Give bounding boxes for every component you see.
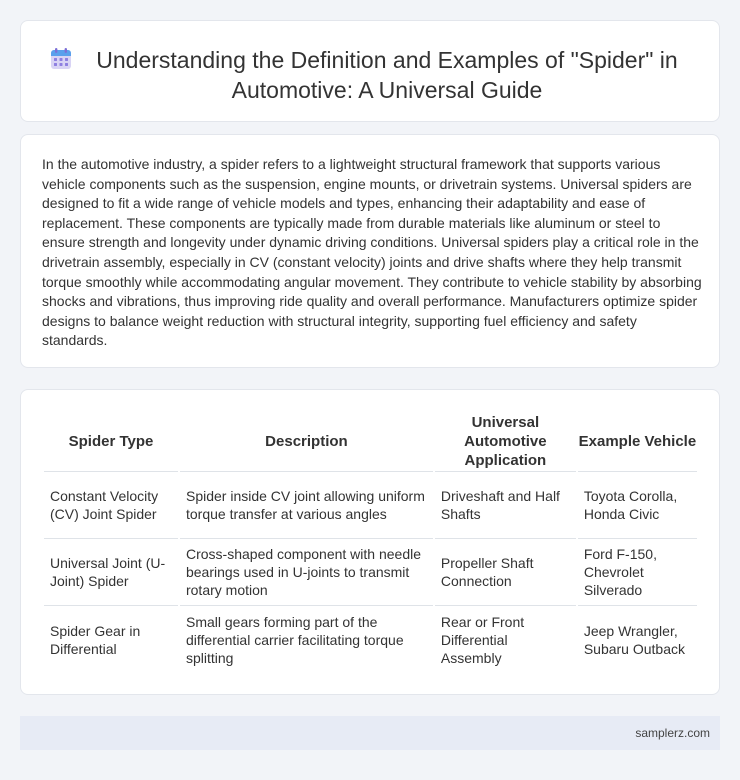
cell-example-vehicle: Jeep Wrangler, Subaru Outback (583, 622, 685, 657)
header-example-vehicle: Example Vehicle (578, 412, 697, 472)
table-card (20, 389, 720, 695)
footer-site-link[interactable]: samplerz.com (635, 726, 710, 740)
intro-card (20, 134, 720, 368)
table-row (44, 606, 697, 673)
table-header-row (44, 412, 697, 472)
spider-table (42, 412, 699, 673)
cell-application: Propeller Shaft Connection (435, 539, 576, 606)
header-spider-type: Spider Type (44, 412, 178, 472)
cell-description: Spider inside CV joint allowing uniform torque transfer at various angles (180, 472, 433, 539)
table-row (44, 472, 697, 539)
header-description: Description (180, 412, 433, 472)
cell-application: Rear or Front Differential Assembly (440, 613, 525, 666)
page-title: Understanding the Definition and Examples of "Spider" in Automotive: A Universal Guide (96, 47, 678, 103)
intro-paragraph: In the automotive industry, a spider refers to a lightweight structural framework that supports various vehicle components such as the suspension, engine mounts, or drivetrain systems. Universal spiders are designed to fit a wide range of vehicle models and types, enhancing their adaptability and ease of replacement. These components are typically made from durable materials like aluminum or steel to ensure strength and longevity under dynamic driving conditions. Universal spiders play a critical role in the drivetrain assembly, especially in CV (constant velocity) joints and drive shafts where they help transmit torque smoothly while accommodating angular movement. They contribute to vehicle stability by absorbing shocks and vibrations, thus improving ride quality and overall performance. Manufacturers optimize spider designs to balance weight reduction with structural integrity, supporting fuel efficiency and safety standards. (42, 156, 702, 349)
cell-description: Cross-shaped component with needle bearings used in U-joints to transmit rotary motion (180, 539, 433, 606)
cell-example-vehicle: Ford F-150, Chevrolet Silverado (578, 539, 697, 606)
cell-example-vehicle: Toyota Corolla, Honda Civic (578, 472, 697, 539)
cell-spider-type: Spider Gear in Differential (50, 622, 141, 657)
title-card (20, 20, 720, 122)
cell-spider-type: Universal Joint (U-Joint) Spider (44, 539, 178, 606)
cell-description: Small gears forming part of the differential carrier facilitating torque splitting (185, 613, 404, 666)
header-application: Universal Automotive Application (435, 412, 576, 472)
cell-spider-type: Constant Velocity (CV) Joint Spider (44, 472, 178, 539)
table-row (44, 539, 697, 606)
footer (20, 716, 720, 750)
cell-application: Driveshaft and Half Shafts (435, 472, 576, 539)
